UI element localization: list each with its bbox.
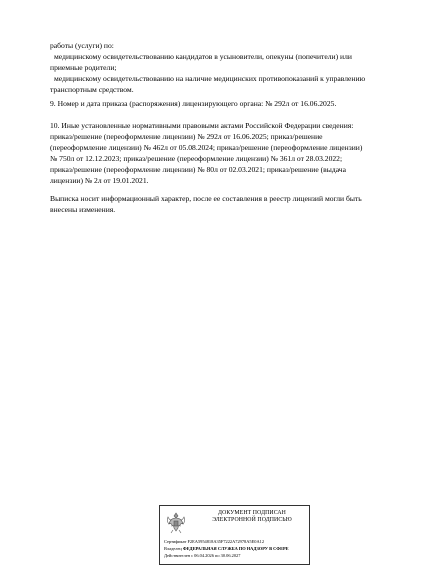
service-item-driving: медицинскому освидетельствованию на наличие медицинских противопоказаний к управлению — [54, 74, 366, 83]
service-item-driving-cont: транспортным средством. — [50, 85, 134, 94]
disclaimer-line: Выписка носит информационный характер, после ее составления в реестр лицензий могли быть — [50, 194, 362, 203]
validity-row — [164, 552, 310, 559]
signature-title-line1: ДОКУМЕНТ ПОДПИСАН — [218, 510, 286, 516]
signature-details — [164, 538, 310, 559]
other-info-line: приказ/решение (переоформление лицензии) № 292л от 16.06.2025; приказ/решение — [50, 132, 323, 141]
owner-value: ФЕДЕРАЛЬНАЯ СЛУЖБА ПО НАДЗОРУ В СФЕРЕ — [182, 546, 289, 551]
disclaimer-paragraph — [50, 193, 412, 215]
other-info-paragraph — [50, 120, 412, 186]
other-info-line: приказ/решение (переоформление лицензии) № 80л от 02.03.2021; приказ/решение (выдача — [50, 165, 346, 174]
coat-of-arms-icon — [165, 510, 187, 534]
certificate-label: Сертификат — [164, 539, 187, 544]
services-intro: работы (услуги) по: — [50, 41, 114, 50]
other-info-line: лицензии) № 2л от 19.01.2021. — [50, 176, 149, 185]
services-list — [50, 40, 412, 95]
electronic-signature-stamp — [159, 505, 310, 565]
order-number-paragraph — [50, 98, 412, 109]
validity-label: Действителен — [164, 553, 190, 558]
certificate-row — [164, 538, 310, 545]
disclaimer-line: внесены изменения. — [50, 205, 116, 214]
other-info-line: 10. Иные установленные нормативными правовыми актами Российской Федерации сведения: — [50, 121, 354, 130]
certificate-value: F2EA5954818A35F7222A72978A5E0A12 — [187, 539, 265, 544]
owner-label: Владелец — [164, 546, 182, 551]
service-item-adoption-cont: приемные родители; — [50, 63, 117, 72]
order-number-text: 9. Номер и дата приказа (распоряжения) лицензирующего органа: № 292л от 16.06.2025. — [50, 99, 337, 108]
validity-value: с 06.04.2026 по 30.06.2027 — [191, 553, 241, 558]
other-info-line: (переоформление лицензии) № 462л от 05.08.2024; приказ/решение (переоформление лицензии) — [50, 143, 363, 152]
owner-row — [164, 545, 310, 552]
service-item-adoption: медицинскому освидетельствованию кандидатов в усыновители, опекуны (попечители) или — [54, 52, 352, 61]
signature-title — [196, 510, 308, 524]
signature-title-line2: ЭЛЕКТРОННОЙ ПОДПИСЬЮ — [212, 517, 292, 523]
other-info-line: № 750л от 12.12.2023; приказ/решение (переоформление лицензии) № 361л от 28.03.2022; — [50, 154, 343, 163]
